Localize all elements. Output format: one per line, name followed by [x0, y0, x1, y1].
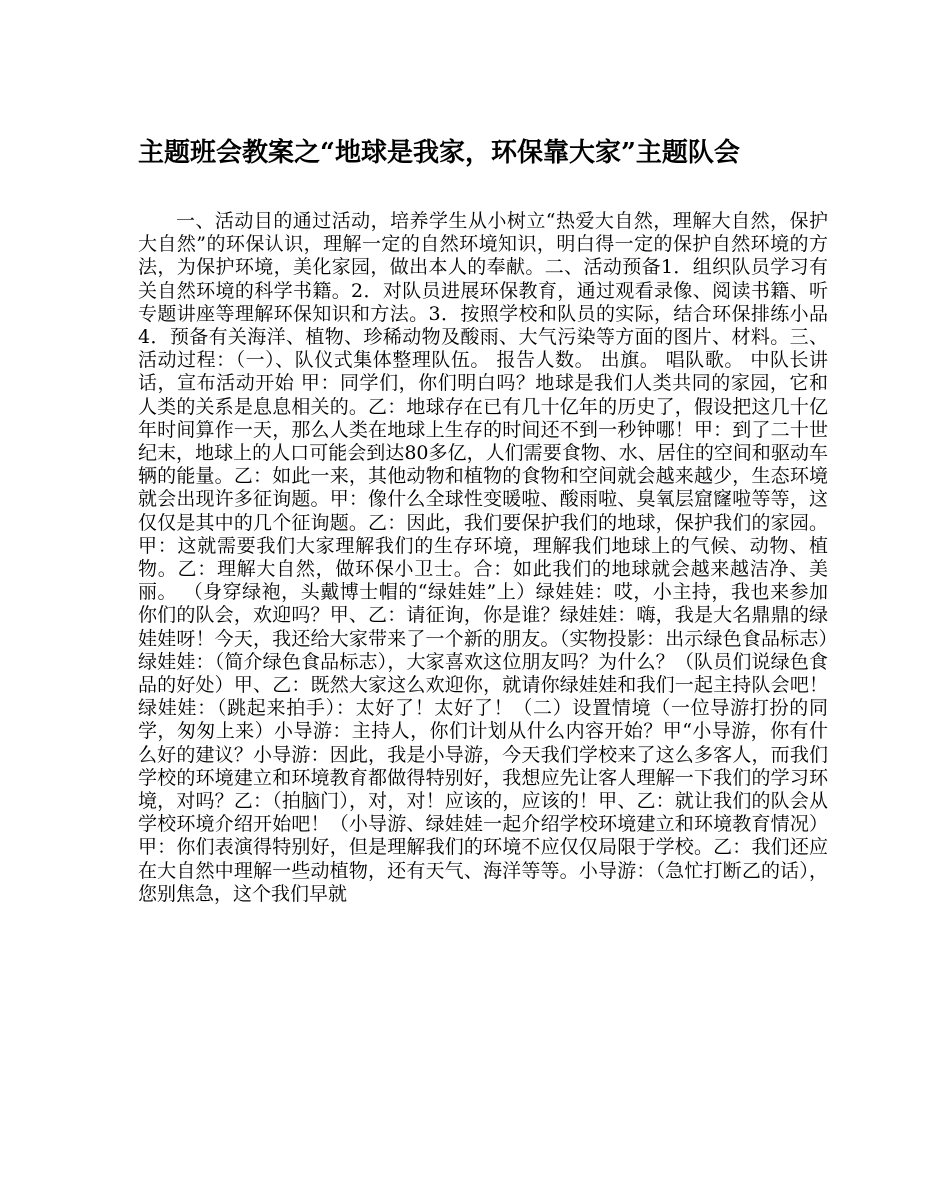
document-body-text: 一、活动目的通过活动，培养学生从小树立“热爱大自然，理解大自然，保护大自然”的环保认识，理解一定的自然环境知识，明白得一定的保护自然环境的方法，为保护环境，美化家园，做出本人的奉献。二、活动预备1．组织队员学习有关自然环境的科学书籍。2．对队员进展环保教育，通过观看录像、阅读书籍、听专题讲座等理解环保知识和方法。3．按照学校和队员的实际，结合环保排练小品4．预备有关海洋、植物、珍稀动物及酸雨、大气污染等方面的图片、材料。三、活动过程：（一）、队仪式集体整理队伍。 报告人数。 出旗。 唱队歌。 中队长讲话，宣布活动开始 甲：同学们，你们明白吗？地球是我们人类共同的家园，它和人类的关系是息息相关的。乙：地球存在已有几十亿年的历史了，假设把这几十亿年时间算作一天，那么人类在地球上生存的时间还不到一秒钟哪！甲：到了二十世纪末，地球上的人口可能会到达80多亿，人们需要食物、水、居住的空间和驱动车辆的能量。乙：如此一来，其他动物和植物的食物和空间就会越来越少，生态环境就会出现许多征询题。甲：像什么全球性变暖啦、酸雨啦、臭氧层窟窿啦等等，这仅仅是其中的几个征询题。乙：因此，我们要保护我们的地球，保护我们的家园。甲：这就需要我们大家理解我们的生存环境，理解我们地球上的气候、动物、植物。乙：理解大自然，做环保小卫士。合：如此我们的地球就会越来越洁净、美丽。 （身穿绿袍，头戴博士帽的“绿娃娃”上）绿娃娃：哎，小主持，我也来参加你们的队会，欢迎吗？甲、乙：请征询，你是谁？绿娃娃：嗨，我是大名鼎鼎的绿娃娃呀！今天，我还给大家带来了一个新的朋友。（实物投影：出示绿色食品标志）绿娃娃：（简介绿色食品标志），大家喜欢这位朋友吗？为什么？（队员们说绿色食品的好处）甲、乙：既然大家这么欢迎你，就请你绿娃娃和我们一起主持队会吧！绿娃娃：（跳起来拍手）：太好了！太好了！（二）设置情境（一位导游打扮的同学，匆匆上来）小导游：主持人，你们计划从什么内容开始？甲“小导游，你有什么好的建议？小导游：因此，我是小导游，今天我们学校来了这么多客人，而我们学校的环境建立和环境教育都做得特别好，我想应先让客人理解一下我们的学习环境，对吗？乙：（拍脑门），对，对！应该的，应该的！甲、乙：就让我们的队会从学校环境介绍开始吧！（小导游、绿娃娃一起介绍学校环境建立和环境教育情况）甲：你们表演得特别好，但是理解我们的环境不应仅仅局限于学校。乙：我们还应在大自然中理解一些动植物，还有天气、海洋等等。小导游：（急忙打断乙的话），您别焦急，这个我们早就 [138, 210, 828, 905]
document-title: 主题班会教案之“地球是我家，环保靠大家”主题队会 [138, 138, 740, 168]
